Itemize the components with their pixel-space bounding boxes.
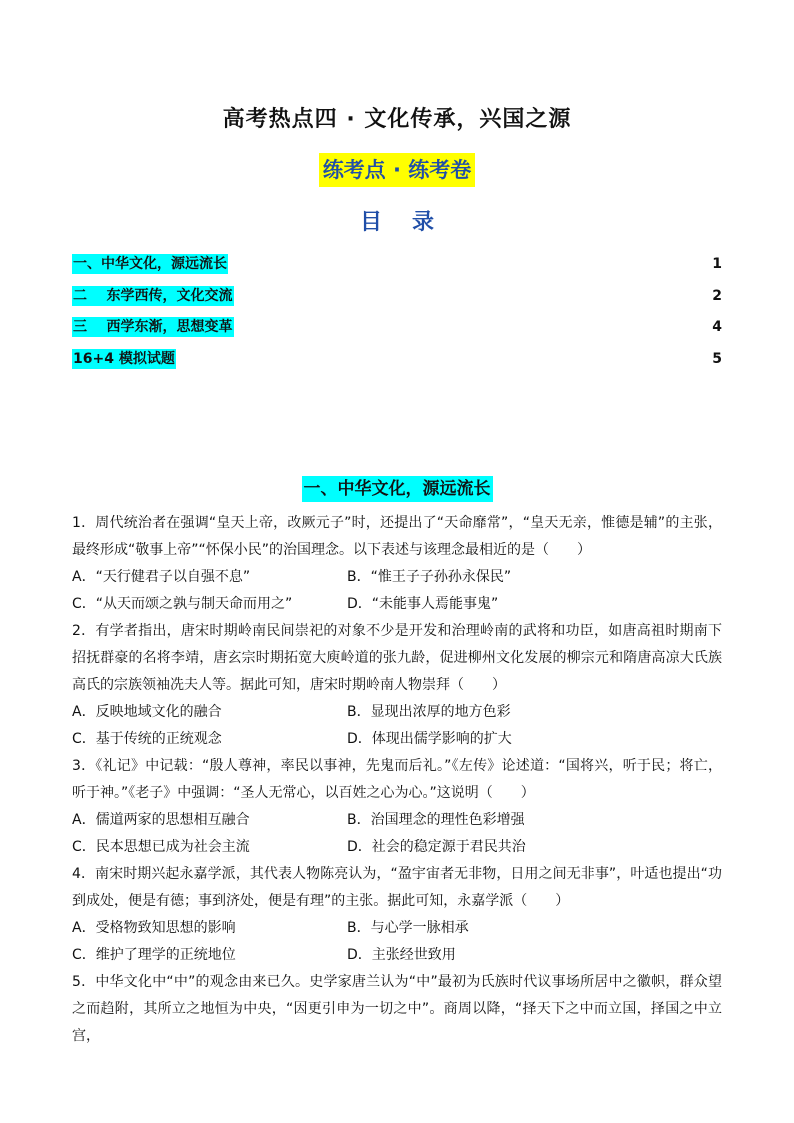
option-a: A．反映地域文化的融合 [72, 704, 222, 720]
toc-entry-page: 4 [712, 319, 722, 335]
toc-entry-4[interactable] [72, 349, 722, 381]
question-options-1 [72, 564, 722, 618]
subtitle-container [0, 153, 794, 187]
question-stem-5: 5．中华文化中“中”的观念由来已久。史学家唐兰认为“中”最初为氏族时代议事场所居中之徽帜，群众望之而趋附，其所立之地恒为中央，“因更引申为一切之中”。商周以降，“择天下之中而立国，择国之中立宫， [72, 974, 722, 1044]
toc-entry-page: 2 [712, 287, 722, 304]
option-b: B．显现出浓厚的地方色彩 [347, 704, 511, 720]
question-options-2 [72, 699, 722, 753]
option-a: A．“天行健君子以自强不息” [72, 569, 251, 585]
option-a: A．受格物致知思想的影响 [72, 920, 236, 936]
table-of-contents [72, 254, 722, 380]
option-c: C．“从天而颂之孰与制天命而用之” [72, 596, 293, 612]
toc-entry-2[interactable] [72, 286, 722, 318]
toc-entry-1[interactable] [72, 254, 722, 286]
section-heading-container [0, 476, 794, 502]
option-c: C．维护了理学的正统地位 [72, 947, 236, 963]
question-options-3 [72, 807, 722, 861]
page-subtitle: 练考点 · 练考卷 [319, 153, 476, 187]
option-d: D．“未能事人焉能事鬼” [347, 596, 499, 612]
toc-entry-page: 1 [712, 256, 722, 272]
toc-entry-label[interactable]: 16+4 模拟试题 [73, 350, 175, 367]
option-b: B．治国理念的理性色彩增强 [347, 812, 525, 828]
toc-entry-label[interactable]: 二 东学西传，文化交流 [73, 287, 233, 304]
toc-entry-label[interactable]: 一、中华文化，源远流长 [73, 256, 227, 272]
option-d: D．体现出儒学影响的扩大 [347, 731, 512, 747]
option-c: C．民本思想已成为社会主流 [72, 839, 250, 855]
page-title: 高考热点四 · 文化传承，兴国之源 [222, 107, 572, 132]
toc-entry-page: 5 [712, 350, 722, 367]
toc-entry-label[interactable]: 三 西学东渐，思想变革 [73, 319, 233, 335]
question-stem-4: 4．南宋时期兴起永嘉学派，其代表人物陈亮认为，“盈宇宙者无非物，日用之间无非事”，叶适也提出“功到成处，便是有德；事到济处，便是有理”的主张。据此可知，永嘉学派（ ） [72, 866, 722, 909]
option-d: D．社会的稳定源于君民共治 [347, 839, 526, 855]
option-b: B．“惟王子子孙孙永保民” [347, 569, 512, 585]
section-heading: 一、中华文化，源远流长 [302, 476, 493, 502]
question-options-4 [72, 915, 722, 969]
toc-entry-3[interactable] [72, 317, 722, 349]
question-stem-2: 2．有学者指出，唐宋时期岭南民间崇祀的对象不少是开发和治理岭南的武将和功臣，如唐高祖时期南下招抚群豪的名将李靖，唐玄宗时期拓宽大庾岭道的张九龄，促进柳州文化发展的柳宗元和隋唐高凉大氏族高氏的宗族领袖冼夫人等。据此可知，唐宋时期岭南人物崇拜（ ） [72, 623, 722, 693]
toc-heading: 目录 [359, 210, 464, 235]
option-b: B．与心学一脉相承 [347, 920, 469, 936]
question-stem-3: 3．《礼记》中记载：“殷人尊神，率民以事神，先鬼而后礼。”《左传》论述道：“国将兴，听于民；将亡，听于神。”《老子》中强调：“圣人无常心，以百姓之心为心。”这说明（ ） [72, 758, 722, 801]
option-d: D．主张经世致用 [347, 947, 456, 963]
question-stem-1: 1．周代统治者在强调“皇天上帝，改厥元子”时，还提出了“天命靡常”，“皇天无亲，惟德是辅”的主张，最终形成“敬事上帝”“怀保小民”的治国理念。以下表述与该理念最相近的是（ ） [72, 515, 722, 558]
option-c: C．基于传统的正统观念 [72, 731, 222, 747]
option-a: A．儒道两家的思想相互融合 [72, 812, 250, 828]
questions-content [72, 510, 722, 1050]
